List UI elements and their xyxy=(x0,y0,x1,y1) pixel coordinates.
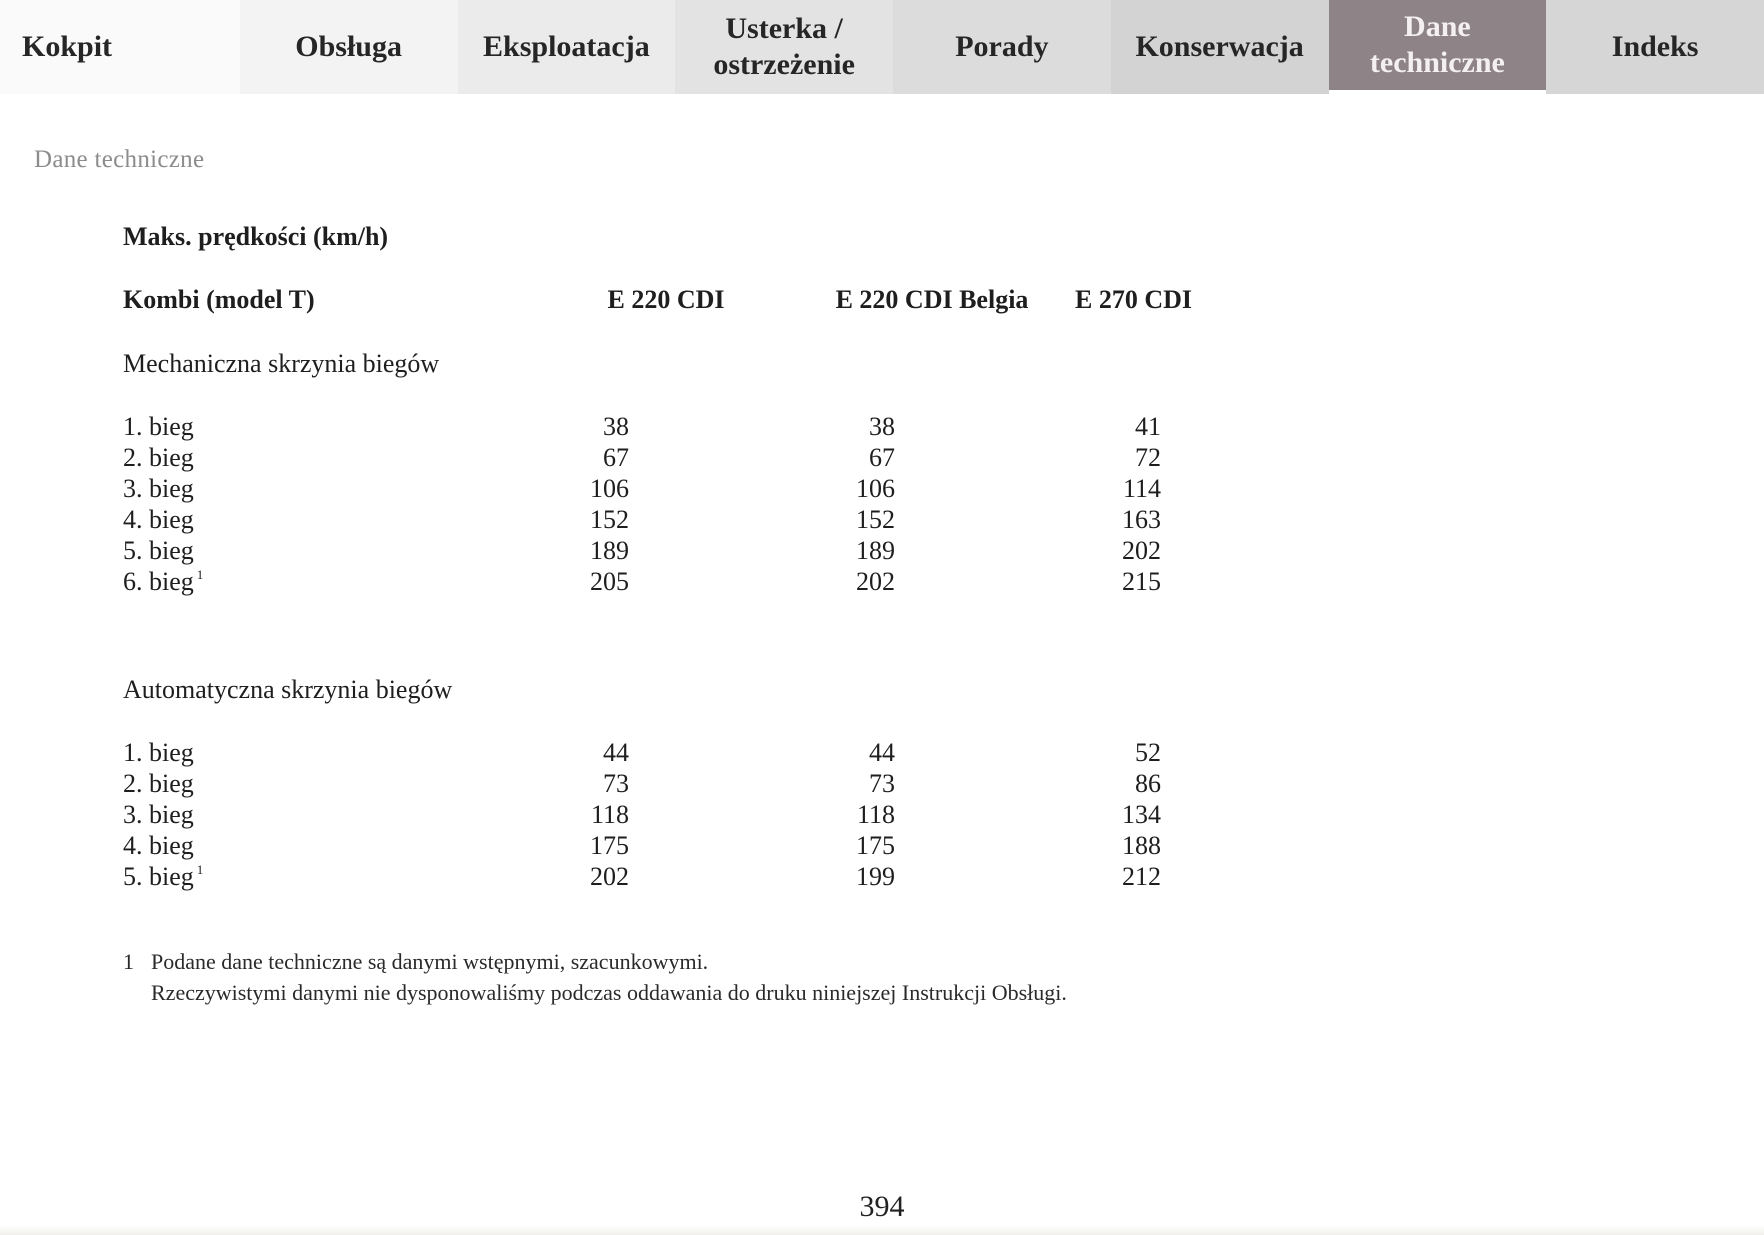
speed-value: 86 xyxy=(1135,769,1161,798)
speed-value: 106 xyxy=(590,474,629,503)
table-row xyxy=(123,411,1423,442)
speed-value: 73 xyxy=(869,769,895,798)
tab-label: Kokpit xyxy=(22,30,113,63)
tab-usterka-ostrzezenie[interactable] xyxy=(675,0,893,94)
speed-value: 202 xyxy=(1122,536,1161,565)
tab-porady[interactable] xyxy=(893,0,1111,94)
speed-value: 163 xyxy=(1122,505,1161,534)
speed-value: 44 xyxy=(869,738,895,767)
tab-label: Porady xyxy=(955,30,1049,63)
gear-rows-manual xyxy=(123,411,1423,597)
table-row xyxy=(123,861,1423,892)
tab-label: Obsługa xyxy=(295,30,402,63)
gear-label: 2. bieg xyxy=(123,443,194,472)
speed-value: 38 xyxy=(603,412,629,441)
footnote-marker: 1 xyxy=(196,862,204,877)
tab-kokpit[interactable] xyxy=(0,0,240,94)
table-row xyxy=(123,830,1423,861)
speed-value: 215 xyxy=(1122,567,1161,596)
speed-value: 189 xyxy=(856,536,895,565)
model-column-header: E 270 CDI xyxy=(1075,285,1193,314)
speed-value: 38 xyxy=(869,412,895,441)
speed-value: 106 xyxy=(856,474,895,503)
speed-value: 52 xyxy=(1135,738,1161,767)
gear-label: 5. bieg $^1$ xyxy=(123,862,204,891)
speed-value: 152 xyxy=(590,505,629,534)
section-heading: Dane techniczne xyxy=(34,146,205,173)
chapter-tab-bar xyxy=(0,0,1764,94)
speed-value: 212 xyxy=(1122,862,1161,891)
speed-value: 175 xyxy=(590,831,629,860)
tab-label: Konserwacja xyxy=(1135,30,1304,63)
speed-value: 202 xyxy=(856,567,895,596)
tab-dane-techniczne[interactable] xyxy=(1329,0,1547,90)
speed-value: 41 xyxy=(1135,412,1161,441)
speed-value: 205 xyxy=(590,567,629,596)
speed-value: 202 xyxy=(590,862,629,891)
model-column-header: E 220 CDI xyxy=(607,285,725,314)
speed-value: 73 xyxy=(603,769,629,798)
footnote-marker: 1 xyxy=(196,567,204,582)
tab-obsluga[interactable] xyxy=(240,0,458,94)
speed-value: 118 xyxy=(590,800,629,829)
speed-value: 114 xyxy=(1122,474,1161,503)
tab-label: Eksploatacja xyxy=(483,30,650,63)
gear-label: 4. bieg xyxy=(123,505,194,534)
table-row xyxy=(123,566,1423,597)
model-column-header: E 220 CDI Belgia xyxy=(835,285,1029,314)
speed-table-section xyxy=(123,222,1423,892)
table-row xyxy=(123,473,1423,504)
footnote-text-line2: Rzeczywistymi danymi nie dysponowaliśmy podczas oddawania do druku niniejszej Instrukcji Obsługi. xyxy=(151,980,1067,1005)
gear-label: 3. bieg xyxy=(123,800,194,829)
table-row xyxy=(123,442,1423,473)
tab-label: Indeks xyxy=(1611,30,1699,63)
table-header-row xyxy=(123,285,1423,325)
tab-eksploatacja[interactable] xyxy=(458,0,676,94)
body-type-label: Kombi (model T) xyxy=(123,285,315,314)
speed-value: 175 xyxy=(856,831,895,860)
table-row xyxy=(123,535,1423,566)
gear-label: 4. bieg xyxy=(123,831,194,860)
speed-value: 199 xyxy=(856,862,895,891)
table-row xyxy=(123,737,1423,768)
table-row xyxy=(123,504,1423,535)
gearbox-title-manual: Mechaniczna skrzynia biegów xyxy=(123,349,440,378)
footnote-number: 1 xyxy=(123,949,134,974)
speed-value: 67 xyxy=(869,443,895,472)
table-row xyxy=(123,799,1423,830)
speed-value: 118 xyxy=(856,800,895,829)
footnote-text-line1: Podane dane techniczne są danymi wstępnymi, szacunkowymi. xyxy=(151,949,709,974)
table-row xyxy=(123,768,1423,799)
gear-rows-automatic xyxy=(123,737,1423,892)
gear-label: 2. bieg xyxy=(123,769,194,798)
speed-value: 188 xyxy=(1122,831,1161,860)
gear-label: 1. bieg xyxy=(123,738,194,767)
page-bottom-edge xyxy=(0,1225,1764,1235)
gear-label: 1. bieg xyxy=(123,412,194,441)
speed-value: 189 xyxy=(590,536,629,565)
tab-label: Dane techniczne xyxy=(1369,10,1505,79)
speed-value: 152 xyxy=(856,505,895,534)
speed-value: 134 xyxy=(1122,800,1161,829)
gear-label: 5. bieg xyxy=(123,536,194,565)
tab-label: Usterka / ostrzeżenie xyxy=(713,12,855,81)
tab-konserwacja[interactable] xyxy=(1111,0,1329,94)
gear-label: 6. bieg $^1$ xyxy=(123,567,204,596)
page-number: 394 xyxy=(859,1190,905,1223)
gearbox-title-automatic: Automatyczna skrzynia biegów xyxy=(123,675,453,704)
speed-value: 44 xyxy=(603,738,629,767)
speed-value: 67 xyxy=(603,443,629,472)
speed-value: 72 xyxy=(1135,443,1161,472)
footnote xyxy=(123,946,1067,1008)
tab-indeks[interactable] xyxy=(1546,0,1764,94)
gear-label: 3. bieg xyxy=(123,474,194,503)
page-title: Maks. prędkości (km/h) xyxy=(123,222,389,251)
